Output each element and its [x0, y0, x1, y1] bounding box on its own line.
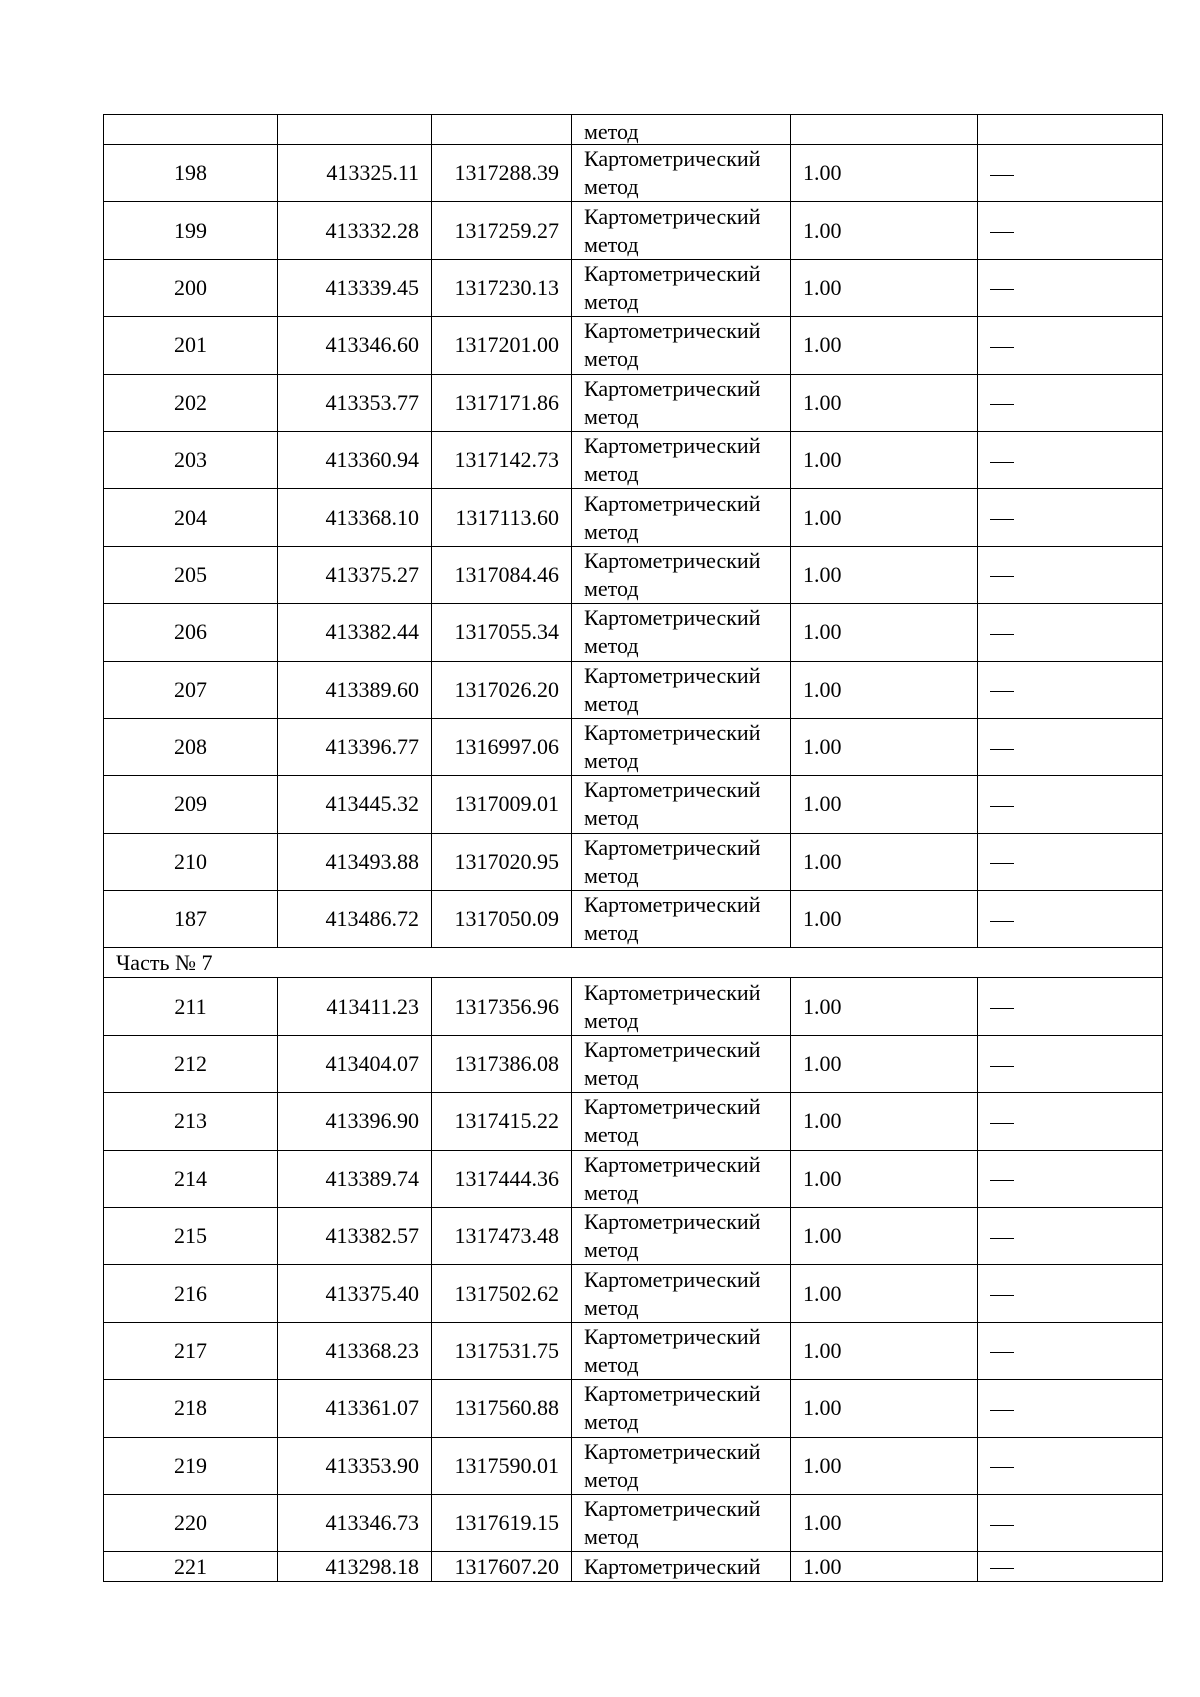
cell-number: 202 [104, 374, 278, 431]
cell-x: 413396.77 [278, 718, 432, 775]
cell-x: 413445.32 [278, 776, 432, 833]
cell-number: 209 [104, 776, 278, 833]
cell-y: 1317020.95 [432, 833, 572, 890]
cell-x: 413368.10 [278, 489, 432, 546]
cell-method [572, 546, 791, 603]
cell-y: 1317590.01 [432, 1437, 572, 1494]
method-line-1: Картометрический [584, 1266, 761, 1292]
cell-accuracy: 1.00 [791, 489, 978, 546]
cell-x: 413346.60 [278, 317, 432, 374]
cell-description [978, 833, 1163, 890]
cell-method [572, 604, 791, 661]
dash-mark [990, 1352, 1014, 1353]
cell-y: 1317201.00 [432, 317, 572, 374]
dash-mark [990, 806, 1014, 807]
cell-method [572, 1494, 791, 1551]
cell-x: 413298.18 [278, 1552, 432, 1582]
cell-number [104, 115, 278, 145]
method-line-1: Картометрический [584, 547, 761, 573]
cell-method [572, 1093, 791, 1150]
method-line-2: метод [584, 346, 639, 372]
cell-accuracy: 1.00 [791, 202, 978, 259]
cell-accuracy: 1.00 [791, 145, 978, 202]
cell-number: 210 [104, 833, 278, 890]
cell-number: 220 [104, 1494, 278, 1551]
dash-mark [990, 1238, 1014, 1239]
cell-x: 413486.72 [278, 891, 432, 948]
method-line-1: Картометрический [584, 1438, 761, 1464]
method-line-1: Картометрический [584, 720, 761, 746]
cell-x: 413360.94 [278, 431, 432, 488]
cell-description [978, 489, 1163, 546]
cell-accuracy: 1.00 [791, 1265, 978, 1322]
dash-mark [990, 1180, 1014, 1181]
cell-number: 208 [104, 718, 278, 775]
cell-y: 1317502.62 [432, 1265, 572, 1322]
cell-y: 1317607.20 [432, 1552, 572, 1582]
cell-y: 1317473.48 [432, 1208, 572, 1265]
cell-method [572, 374, 791, 431]
dash-mark [990, 404, 1014, 405]
cell-description [978, 546, 1163, 603]
cell-description [978, 891, 1163, 948]
cell-accuracy: 1.00 [791, 317, 978, 374]
table-row [104, 546, 1163, 603]
cell-number: 213 [104, 1093, 278, 1150]
cell-number: 214 [104, 1150, 278, 1207]
table-row [104, 1380, 1163, 1437]
cell-description [978, 1494, 1163, 1551]
cell-x: 413332.28 [278, 202, 432, 259]
method-line-2: метод [584, 174, 639, 200]
method-line-2: метод [584, 231, 639, 257]
cell-accuracy: 1.00 [791, 431, 978, 488]
dash-mark [990, 576, 1014, 577]
table-row [104, 1322, 1163, 1379]
cell-description [978, 604, 1163, 661]
method-line-1: Картометрический [584, 260, 761, 286]
table-row [104, 1150, 1163, 1207]
table-row [104, 891, 1163, 948]
cell-description [978, 661, 1163, 718]
method-line-1: Картометрический [584, 777, 761, 803]
cell-accuracy: 1.00 [791, 1208, 978, 1265]
cell-accuracy: 1.00 [791, 891, 978, 948]
cell-method [572, 1380, 791, 1437]
cell-number: 212 [104, 1035, 278, 1092]
table-row [104, 718, 1163, 775]
dash-mark [990, 175, 1014, 176]
cell-description [978, 1322, 1163, 1379]
dash-mark [990, 1295, 1014, 1296]
method-continuation-text: метод [584, 118, 639, 144]
dash-mark [990, 289, 1014, 290]
cell-x: 413389.74 [278, 1150, 432, 1207]
cell-y: 1317386.08 [432, 1035, 572, 1092]
cell-number: 206 [104, 604, 278, 661]
cell-method [572, 718, 791, 775]
cell-number: 205 [104, 546, 278, 603]
table-row [104, 1437, 1163, 1494]
cell-description [978, 1552, 1163, 1582]
cell-accuracy: 1.00 [791, 661, 978, 718]
dash-mark [990, 1123, 1014, 1124]
cell-description [978, 145, 1163, 202]
continuation-row [104, 115, 1163, 145]
method-line-2: метод [584, 1122, 639, 1148]
cell-number: 211 [104, 978, 278, 1035]
cell-method [572, 317, 791, 374]
cell-method [572, 1265, 791, 1322]
table-row [104, 1494, 1163, 1551]
dash-mark [990, 921, 1014, 922]
cell-method [572, 489, 791, 546]
method-line-2: метод [584, 1524, 639, 1550]
cell-x: 413375.40 [278, 1265, 432, 1322]
cell-x: 413404.07 [278, 1035, 432, 1092]
cell-y: 1317142.73 [432, 431, 572, 488]
method-line-1: Картометрический [584, 1553, 761, 1579]
cell-y: 1317619.15 [432, 1494, 572, 1551]
table-row [104, 374, 1163, 431]
cell-accuracy: 1.00 [791, 259, 978, 316]
cell-method [572, 259, 791, 316]
method-line-1: Картометрический [584, 375, 761, 401]
cell-number: 198 [104, 145, 278, 202]
cell-y: 1317259.27 [432, 202, 572, 259]
cell-x: 413353.90 [278, 1437, 432, 1494]
dash-mark [990, 1008, 1014, 1009]
cell-number: 207 [104, 661, 278, 718]
cell-number: 218 [104, 1380, 278, 1437]
dash-mark [990, 1066, 1014, 1067]
cell-number: 221 [104, 1552, 278, 1582]
cell-accuracy: 1.00 [791, 776, 978, 833]
cell-accuracy: 1.00 [791, 1552, 978, 1582]
cell-y: 1317009.01 [432, 776, 572, 833]
cell-method [572, 978, 791, 1035]
cell-method [572, 1437, 791, 1494]
cell-number: 215 [104, 1208, 278, 1265]
method-line-1: Картометрический [584, 834, 761, 860]
method-line-2: метод [584, 633, 639, 659]
table-row [104, 489, 1163, 546]
method-line-2: метод [584, 1065, 639, 1091]
cell-method [572, 1035, 791, 1092]
method-line-1: Картометрический [584, 1381, 761, 1407]
cell-x: 413346.73 [278, 1494, 432, 1551]
method-line-1: Картометрический [584, 1496, 761, 1522]
dash-mark [990, 749, 1014, 750]
dash-mark [990, 347, 1014, 348]
cell-x [278, 115, 432, 145]
cell-x: 413325.11 [278, 145, 432, 202]
cell-accuracy: 1.00 [791, 546, 978, 603]
table-row [104, 317, 1163, 374]
cell-description [978, 1035, 1163, 1092]
cell-number: 199 [104, 202, 278, 259]
part-heading-row [104, 948, 1163, 978]
table-row [104, 978, 1163, 1035]
cell-method [572, 1150, 791, 1207]
method-line-1: Картометрический [584, 605, 761, 631]
table-row [104, 431, 1163, 488]
table-row [104, 776, 1163, 833]
cell-number: 203 [104, 431, 278, 488]
cell-method [572, 891, 791, 948]
method-line-2: метод [584, 805, 639, 831]
method-line-1: Картометрический [584, 146, 761, 172]
dash-mark [990, 232, 1014, 233]
cell-description [978, 1150, 1163, 1207]
cell-method [572, 833, 791, 890]
table-row [104, 259, 1163, 316]
method-line-1: Картометрический [584, 318, 761, 344]
cell-x: 413396.90 [278, 1093, 432, 1150]
coordinates-table [103, 114, 1163, 1582]
table-row [104, 661, 1163, 718]
table-row [104, 202, 1163, 259]
cell-x: 413353.77 [278, 374, 432, 431]
method-line-2: метод [584, 518, 639, 544]
cell-y: 1317288.39 [432, 145, 572, 202]
cell-description [978, 431, 1163, 488]
dash-mark [990, 519, 1014, 520]
method-line-2: метод [584, 1294, 639, 1320]
table-row [104, 1093, 1163, 1150]
cell-y: 1317026.20 [432, 661, 572, 718]
cell-x: 413382.57 [278, 1208, 432, 1265]
cell-description [978, 1208, 1163, 1265]
cell-y: 1317560.88 [432, 1380, 572, 1437]
method-line-2: метод [584, 1007, 639, 1033]
dash-mark [990, 1410, 1014, 1411]
cell-y: 1317171.86 [432, 374, 572, 431]
method-line-1: Картометрический [584, 433, 761, 459]
dash-mark [990, 1467, 1014, 1468]
cell-number: 200 [104, 259, 278, 316]
cell-method [572, 115, 791, 145]
method-line-2: метод [584, 1237, 639, 1263]
cell-accuracy: 1.00 [791, 978, 978, 1035]
cell-description [978, 115, 1163, 145]
cell-accuracy: 1.00 [791, 1494, 978, 1551]
cell-y [432, 115, 572, 145]
cell-description [978, 1437, 1163, 1494]
dash-mark [990, 634, 1014, 635]
cell-method [572, 1552, 791, 1582]
cell-number: 216 [104, 1265, 278, 1322]
part-heading: Часть № 7 [104, 948, 1163, 978]
cell-method [572, 145, 791, 202]
dash-mark [990, 863, 1014, 864]
cell-accuracy: 1.00 [791, 833, 978, 890]
cell-accuracy [791, 115, 978, 145]
cell-accuracy: 1.00 [791, 718, 978, 775]
dash-mark [990, 691, 1014, 692]
cell-accuracy: 1.00 [791, 1150, 978, 1207]
method-line-2: метод [584, 748, 639, 774]
cell-x: 413375.27 [278, 546, 432, 603]
cell-description [978, 317, 1163, 374]
table-row [104, 604, 1163, 661]
cell-accuracy: 1.00 [791, 374, 978, 431]
method-line-2: метод [584, 575, 639, 601]
cell-y: 1317055.34 [432, 604, 572, 661]
method-line-1: Картометрический [584, 1209, 761, 1235]
cell-accuracy: 1.00 [791, 1380, 978, 1437]
dash-mark [990, 462, 1014, 463]
cell-method [572, 1322, 791, 1379]
cell-number: 217 [104, 1322, 278, 1379]
cell-x: 413493.88 [278, 833, 432, 890]
cell-accuracy: 1.00 [791, 1322, 978, 1379]
cell-y: 1317113.60 [432, 489, 572, 546]
method-line-1: Картометрический [584, 662, 761, 688]
table-row [104, 1208, 1163, 1265]
method-line-2: метод [584, 288, 639, 314]
table-row [104, 1035, 1163, 1092]
method-line-2: метод [584, 1466, 639, 1492]
cell-y: 1316997.06 [432, 718, 572, 775]
dash-mark [990, 1525, 1014, 1526]
method-line-2: метод [584, 690, 639, 716]
method-line-1: Картометрический [584, 1151, 761, 1177]
method-line-1: Картометрический [584, 203, 761, 229]
cell-method [572, 202, 791, 259]
method-line-2: метод [584, 461, 639, 487]
method-line-2: метод [584, 862, 639, 888]
cell-y: 1317444.36 [432, 1150, 572, 1207]
cell-y: 1317531.75 [432, 1322, 572, 1379]
cell-method [572, 661, 791, 718]
method-line-1: Картометрический [584, 1324, 761, 1349]
method-line-2: метод [584, 403, 639, 429]
cell-y: 1317084.46 [432, 546, 572, 603]
method-line-1: Картометрический [584, 1094, 761, 1120]
method-line-1: Картометрический [584, 1037, 761, 1063]
cell-accuracy: 1.00 [791, 1437, 978, 1494]
cell-number: 204 [104, 489, 278, 546]
cell-number: 219 [104, 1437, 278, 1494]
method-line-2: метод [584, 1409, 639, 1435]
cell-y: 1317230.13 [432, 259, 572, 316]
cell-description [978, 1265, 1163, 1322]
method-line-2: метод [584, 920, 639, 946]
dash-mark [990, 1568, 1014, 1569]
cell-description [978, 776, 1163, 833]
cell-description [978, 202, 1163, 259]
cell-description [978, 1380, 1163, 1437]
cell-accuracy: 1.00 [791, 1035, 978, 1092]
cell-description [978, 374, 1163, 431]
table-row [104, 1552, 1163, 1582]
cell-description [978, 259, 1163, 316]
cell-x: 413339.45 [278, 259, 432, 316]
cell-number: 201 [104, 317, 278, 374]
method-line-2: метод [584, 1179, 639, 1205]
cell-x: 413361.07 [278, 1380, 432, 1437]
table-row [104, 145, 1163, 202]
cell-y: 1317356.96 [432, 978, 572, 1035]
cell-description [978, 1093, 1163, 1150]
cell-method [572, 1208, 791, 1265]
method-line-1: Картометрический [584, 892, 761, 918]
cell-x: 413382.44 [278, 604, 432, 661]
cell-x: 413411.23 [278, 978, 432, 1035]
table-row [104, 1265, 1163, 1322]
method-line-1: Картометрический [584, 979, 761, 1005]
cell-description [978, 978, 1163, 1035]
cell-method [572, 776, 791, 833]
method-line-1: Картометрический [584, 490, 761, 516]
cell-accuracy: 1.00 [791, 1093, 978, 1150]
table-row [104, 833, 1163, 890]
cell-x: 413389.60 [278, 661, 432, 718]
cell-number: 187 [104, 891, 278, 948]
cell-y: 1317050.09 [432, 891, 572, 948]
cell-method [572, 431, 791, 488]
cell-y: 1317415.22 [432, 1093, 572, 1150]
cell-x: 413368.23 [278, 1322, 432, 1379]
cell-accuracy: 1.00 [791, 604, 978, 661]
method-line-2: метод [584, 1352, 639, 1377]
cell-description [978, 718, 1163, 775]
